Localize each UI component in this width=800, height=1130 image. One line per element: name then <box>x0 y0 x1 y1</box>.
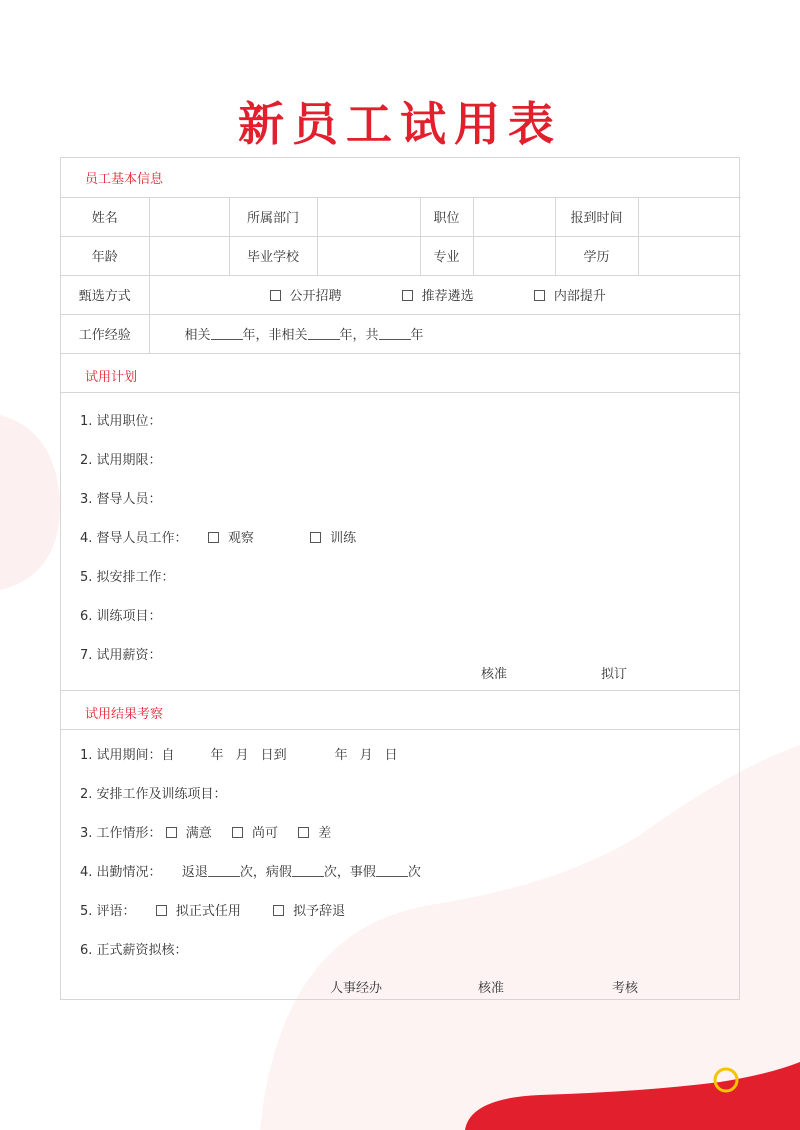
comment-option-hire[interactable]: 拟正式任用 <box>156 900 241 919</box>
result-item-comment: 5. 评语： 拟正式任用 拟予辞退 <box>80 900 345 919</box>
plan-item-salary: 7. 试用薪资： <box>80 647 162 663</box>
blank-related-years[interactable] <box>211 328 243 340</box>
trial-result-header: 试用结果考察 <box>61 691 739 730</box>
education-field[interactable] <box>638 236 741 275</box>
checkbox-icon[interactable] <box>166 827 177 838</box>
plan-item-position: 1. 试用职位： <box>80 413 162 429</box>
blank-unrelated-years[interactable] <box>308 328 340 340</box>
hr-label: 人事经办 <box>330 980 383 996</box>
name-label: 姓名 <box>61 197 149 236</box>
plan-item-assigned-work: 5. 拟安排工作： <box>80 569 175 585</box>
checkbox-icon[interactable] <box>232 827 243 838</box>
perf-option-satisfied[interactable]: 满意 <box>166 822 212 841</box>
checkbox-icon[interactable] <box>402 290 413 301</box>
trial-form <box>60 157 740 1000</box>
experience-label: 工作经验 <box>61 314 149 353</box>
plan-item-period: 2. 试用期限： <box>80 452 162 468</box>
major-label: 专业 <box>420 236 473 275</box>
name-field[interactable] <box>149 197 229 236</box>
result-item-attendance: 4. 出勤情况： 返退 次，病假 次，事假 次 <box>80 864 421 880</box>
trial-plan-section <box>61 393 739 691</box>
experience-content: 相关 年，非相关 年，共 年 <box>149 314 741 353</box>
school-field[interactable] <box>317 236 420 275</box>
screening-options <box>149 275 741 314</box>
checkbox-icon[interactable] <box>156 905 167 916</box>
perf-option-fair[interactable]: 尚可 <box>232 822 278 841</box>
plan-item-training: 6. 训练项目： <box>80 608 162 624</box>
position-field[interactable] <box>473 197 555 236</box>
result-item-performance: 3. 工作情形： 满意 尚可 差 <box>80 822 331 841</box>
school-label: 毕业学校 <box>229 236 317 275</box>
checkbox-icon[interactable] <box>208 532 219 543</box>
report-time-label: 报到时间 <box>555 197 638 236</box>
education-label: 学历 <box>555 236 638 275</box>
blank-personal-count[interactable] <box>376 865 408 877</box>
trial-result-section <box>61 730 739 1003</box>
perf-option-poor[interactable]: 差 <box>298 822 331 841</box>
dept-label: 所属部门 <box>229 197 317 236</box>
result-item-assigned: 2. 安排工作及训练项目： <box>80 786 227 802</box>
result-item-period: 1. 试用期间：自 年 月 日到 年 月 日 <box>80 747 398 763</box>
plan-draft-label: 拟订 <box>601 666 628 682</box>
checkbox-icon[interactable] <box>534 290 545 301</box>
page-title: 新员工试用表 <box>238 97 562 151</box>
screening-label: 甄选方式 <box>61 275 149 314</box>
dept-field[interactable] <box>317 197 420 236</box>
checkbox-icon[interactable] <box>273 905 284 916</box>
checkbox-icon[interactable] <box>310 532 321 543</box>
age-label: 年龄 <box>61 236 149 275</box>
report-time-field[interactable] <box>638 197 741 236</box>
result-item-salary: 6. 正式薪资拟核： <box>80 942 188 958</box>
basic-info-header: 员工基本信息 <box>61 158 741 197</box>
plan-approve-label: 核准 <box>481 666 508 682</box>
plan-item-supervisor-work: 4. 督导人员工作： 观察 训练 <box>80 527 356 546</box>
plan-item-supervisor: 3. 督导人员： <box>80 491 162 507</box>
blank-total-years[interactable] <box>379 328 411 340</box>
review-label: 考核 <box>612 980 639 996</box>
screening-option-referral[interactable]: 推荐遴选 <box>402 285 474 304</box>
basic-info-table <box>61 158 741 354</box>
work-option-observe[interactable]: 观察 <box>208 527 254 546</box>
screening-option-public[interactable]: 公开招聘 <box>270 285 342 304</box>
age-field[interactable] <box>149 236 229 275</box>
result-approve-label: 核准 <box>478 980 505 996</box>
position-label: 职位 <box>420 197 473 236</box>
left-blob-shape <box>0 415 60 590</box>
trial-plan-header: 试用计划 <box>61 354 739 393</box>
blank-early-count[interactable] <box>208 865 240 877</box>
major-field[interactable] <box>473 236 555 275</box>
blank-sick-count[interactable] <box>292 865 324 877</box>
screening-option-internal[interactable]: 内部提升 <box>534 285 606 304</box>
checkbox-icon[interactable] <box>298 827 309 838</box>
checkbox-icon[interactable] <box>270 290 281 301</box>
work-option-train[interactable]: 训练 <box>310 527 356 546</box>
comment-option-dismiss[interactable]: 拟予辞退 <box>273 900 345 919</box>
